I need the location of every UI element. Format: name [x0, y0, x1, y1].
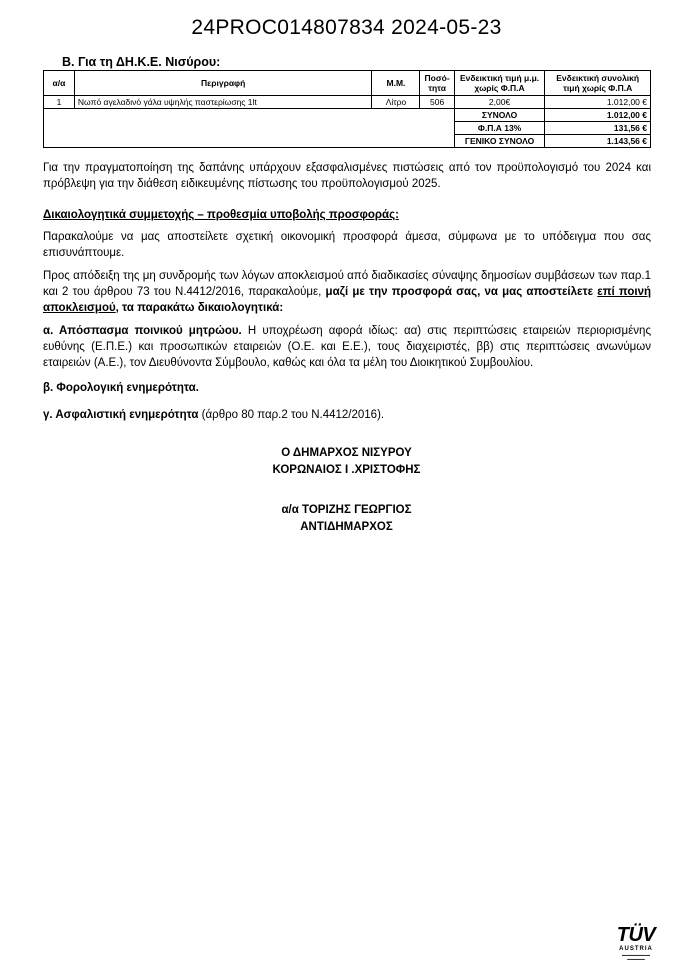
logo-country: AUSTRIA — [619, 946, 653, 952]
requirements-heading: Δικαιολογητικά συμμετοχής – προθεσμία υποβολής προσφοράς: — [43, 209, 399, 221]
deputy-title: ΑΝΤΙΔΗΜΑΡΧΟΣ — [300, 521, 393, 533]
item-c-text: (άρθρο 80 παρ.2 του Ν.4412/2016). — [198, 409, 385, 421]
grand-total-label: ΓΕΝΙΚΟ ΣΥΝΟΛΟ — [454, 135, 545, 148]
item-a-paragraph — [43, 323, 651, 371]
item-c-paragraph — [43, 407, 651, 423]
tuv-austria-logo — [606, 925, 666, 961]
vat-label: Φ.Π.Α 13% — [454, 122, 545, 135]
mayor-name: ΚΟΡΩΝΑΙΟΣ Ι .ΧΡΙΣΤΟΦΗΣ — [272, 464, 421, 476]
exclusion-tail-text: , τα παρακάτω δικαιολογητικά: — [115, 302, 284, 314]
col-header-unit-price: Ενδεικτική τιμή μ.μ. χωρίς Φ.Π.Α — [454, 71, 545, 96]
cell-quantity: 506 — [420, 96, 454, 109]
vat-value: 131,56 € — [545, 122, 651, 135]
cell-description: Νωπό αγελαδινό γάλα υψηλής παστερίωσης 1lt — [74, 96, 372, 109]
item-c-label: γ. Ασφαλιστική ενημερότητα — [43, 409, 199, 421]
col-header-aa: α/α — [44, 71, 75, 96]
col-header-quantity: Ποσό-τητα — [420, 71, 454, 96]
table-row — [44, 96, 651, 109]
deputy-name: α/α ΤΟΡΙΖΗΣ ΓΕΩΡΓΙΟΣ — [281, 504, 412, 516]
cell-total: 1.012,00 € — [545, 96, 651, 109]
funding-paragraph: Για την πραγματοποίηση της δαπάνης υπάρχουν εξασφαλισμένες πιστώσεις από τον προϋπολογισμό του 2024 και πρόβλεψη για την διάθεση ειδικευμένης πίστωσης του προϋπολογισμού 2025. — [43, 162, 651, 190]
total-label: ΣΥΝΟΛΟ — [454, 109, 545, 122]
exclusion-penalty-text: επί ποινή αποκλεισμού — [43, 286, 651, 314]
mayor-title: Ο ΔΗΜΑΡΧΟΣ ΝΙΣΥΡΟΥ — [281, 447, 412, 459]
col-header-unit: Μ.Μ. — [372, 71, 420, 96]
col-header-total-price: Ενδεικτική συνολική τιμή χωρίς Φ.Π.Α — [545, 71, 651, 96]
item-a-label: α. Απόσπασμα ποινικού μητρώου. — [43, 325, 242, 337]
items-table — [43, 70, 651, 148]
document-id-header: 24PROC014807834 2024-05-23 — [191, 16, 502, 39]
logo-brand: TÜV — [616, 924, 656, 946]
request-paragraph: Παρακαλούμε να μας αποστείλετε σχετική οικονομική προσφορά άμεσα, σύμφωνα με το υπόδειγμα που σας επισυνάπτουμε. — [43, 231, 651, 259]
logo-cert-lines: ▬▬▬▬▬▬▬▬ ▬▬▬▬▬ — [622, 953, 650, 961]
item-a-text: Η υποχρέωση αφορά ιδίως: αα) στις περιπτώσεις εταιρειών περιορισμένης ευθύνης (Ε.Π.Ε.) και προσωπικών εταιρειών (Ο.Ε. και Ε.Ε.), τους διαχειριστές, ββ) στις περιπτώσεις ανωνύμων εταιρειών (Α.Ε.), τον Διευθύνοντα Σύμβουλο, καθώς και όλα τα μέλη του Διοικητικού Συμβουλίου. — [43, 325, 651, 369]
grand-total-value: 1.143,56 € — [545, 135, 651, 148]
cell-unit-price: 2,00€ — [454, 96, 545, 109]
exclusion-bold-text: μαζί με την προσφορά σας, να μας αποστείλετε — [325, 286, 598, 298]
cell-aa: 1 — [44, 96, 75, 109]
cell-unit: Λίτρο — [372, 96, 420, 109]
empty-merged-cell — [44, 109, 455, 148]
table-header-row — [44, 71, 651, 96]
exclusion-paragraph — [43, 268, 651, 316]
col-header-description: Περιγραφή — [74, 71, 372, 96]
exclusion-text: Προς απόδειξη της μη συνδρομής των λόγων αποκλεισμού από διαδικασίες σύναψης δημοσίων συμβάσεων των παρ.1 και 2 του άρθρου 73 του Ν.4412/2016, παρακαλούμε, — [43, 270, 651, 298]
item-b-paragraph — [43, 380, 651, 396]
item-b-label: β. Φορολογική ενημερότητα. — [43, 382, 199, 394]
requirements-heading-wrap — [43, 207, 651, 223]
total-value: 1.012,00 € — [545, 109, 651, 122]
totals-row-sum — [44, 109, 651, 122]
section-title: Β. Για τη ΔΗ.Κ.Ε. Νισύρου: — [62, 55, 221, 69]
